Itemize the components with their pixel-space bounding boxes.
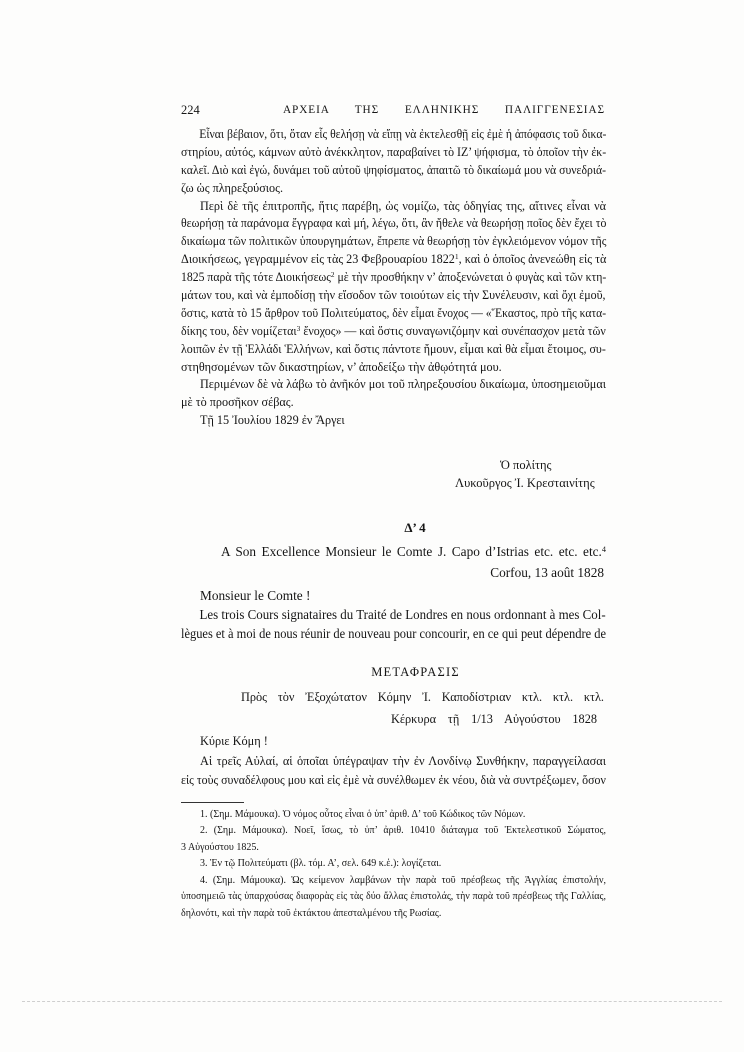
letter-place-date: Corfou, 13 août 1828 <box>490 564 604 580</box>
text-segment: Διοικήσεως, γεγραμμένον εἰς τὰς 23 Φεβρουαρίου 1822 <box>181 252 455 267</box>
text-segment: 1825 παρὰ τῆς τότε Διοικήσεως <box>181 270 331 285</box>
translation-place-date: Κέρκυρα τῇ 1/13 Αὐγούστου 1828 <box>391 712 597 726</box>
footnote-2 <box>181 823 606 840</box>
text-line <box>181 269 607 287</box>
footnote-ref: 4 <box>601 544 606 554</box>
footnote-text: Ἐν τῷ Πολιτεύματι (βλ. τόμ. Α’, σελ. 649 κ.ἑ.): λογίζεται. <box>210 858 442 870</box>
translation-salutation: Κύριε Κόμη ! <box>200 734 268 748</box>
footnote-number: 2. <box>200 825 208 837</box>
text-line: στηρίου, αὐτός, κάμνων αὐτὸ ἀνέκκλητον, παραβαίνει τὸ ΙΖ’ ψήφισμα, τὸ ὁποῖον τὴν ἐκ- <box>181 144 607 159</box>
footnote-text: (Σημ. Μάμουκα). Νοεῖ, ἴσως, τὸ ὑπ’ ἀριθ. 10410 διάταγμα τοῦ Ἐκτελεστικοῦ Σώματος, <box>213 825 607 837</box>
footnote-4-continued: δηλονότι, καὶ τὴν παρὰ τοῦ ἐκτάκτου ἀπεσταλμένου τῆς Ρωσίας. <box>181 908 442 920</box>
signature-name: Λυκοῦργος Ἰ. Κρεσταινίτης <box>455 476 595 490</box>
text-line: lègues et à moi de nous réunir de nouveau pour concourir, en ce qui peut dépendre de <box>181 625 606 641</box>
footnote-ref: 2 <box>330 270 335 280</box>
footnote-number: 1. <box>200 808 208 820</box>
text-line: ὅστις, κατὰ τὸ 15 ἄρθρον τοῦ Πολιτεύματος, δὲν εἶμαι ἔνοχος — «Ἕκαστος, πρὸ τῆς κατα- <box>181 305 607 320</box>
footnote-number: 4. <box>200 874 208 886</box>
footnote-3 <box>181 856 606 873</box>
text-line <box>181 323 606 341</box>
text-line: λοιπῶν ἐν τῇ Ἑλλάδι Ἑλλήνων, καὶ ὅστις πάντοτε ἤμουν, εἶμαι καὶ θὰ εἶμαι ἕτοιμος, συ- <box>181 341 606 356</box>
date-place: Τῇ 15 Ἰουλίου 1829 ἐν Ἄργει <box>200 413 345 428</box>
footnote-1 <box>181 807 606 824</box>
footnote-ref: 3 <box>296 324 301 334</box>
document-number: Δ’ 4 <box>404 520 426 535</box>
text-line: Περιμένων δὲ νὰ λάβω τὸ ἀνῆκόν μοι τοῦ πληρεξουσίου δικαίωμα, ὑποσημειοῦμαι <box>200 377 606 392</box>
translation-address: Πρὸς τὸν Ἐξοχώτατον Κόμην Ἰ. Καποδίστριαν κτλ. κτλ. κτλ. <box>241 690 604 704</box>
letter-original-body <box>181 605 606 643</box>
signature-title: Ὁ πολίτης <box>500 458 552 472</box>
text-line: καλεῖ. Διὸ καὶ ἐγώ, δυνάμει τοῦ αὐτοῦ ψηφίσματος, ἀπαιτῶ τὸ δικαίωμά μου νὰ συνεδριά- <box>181 162 607 177</box>
text-segment: μὲ τὴν προσθήκην ν’ ἀποξενώνεται ὁ φυγὰς καὶ τῶν κτη- <box>334 270 607 285</box>
text-segment: A Son Excellence Monsieur le Comte J. Capo d’Istrias etc. etc. etc. <box>221 543 602 559</box>
footnote-2-continued: 3 Αὐγούστου 1825. <box>181 841 259 853</box>
text-line: Περὶ δὲ τῆς ἐπιτροπῆς, ἥτις παρέβη, ὡς νομίζω, τὰς ὁδηγίας της, αἵτινες εἶναι νὰ <box>200 198 606 213</box>
footnote-number: 3. <box>200 858 208 870</box>
paragraph-3 <box>181 376 606 412</box>
text-line: μὲ τὸ προσῆκον σέβας. <box>181 395 294 410</box>
footnote-4 <box>181 873 606 890</box>
footnote-separator <box>181 802 244 803</box>
text-line: εἰς τοὺς συναδέλφους μου καὶ εἰς ἐμὲ νὰ συνέλθωμεν ἐκ νέου, διὰ νὰ συντρέξωμεν, ὅσον <box>181 772 606 787</box>
text-segment: , καὶ ὁ ὁποῖος ἀνενεώθη εἰς τὰ <box>458 252 607 267</box>
paragraph-2 <box>181 198 606 377</box>
text-line <box>181 251 605 269</box>
scan-edge-line <box>22 1001 722 1002</box>
text-line: Αἱ τρεῖς Αὐλαί, αἱ ὁποῖαι ὑπέγραψαν τὴν ἐν Λονδίνῳ Συνθήκην, παραγγείλασαι <box>200 753 606 768</box>
text-line: δικαίωμα τῶν πολιτικῶν ὑπουργημάτων, ἔπρεπε νὰ θεωρήσῃ τὸν ἐγκλειόμενον νόμον τῆς <box>181 234 607 249</box>
footnote-text: (Σημ. Μάμουκα). Ὡς κείμενον λαμβάνων τὴν παρὰ τοῦ πρέσβεως τῆς Ἀγγλίας ἐπιστολήν, <box>212 874 606 886</box>
letter-salutation: Monsieur le Comte ! <box>200 587 311 603</box>
letter-body <box>181 126 606 430</box>
text-line: στηθησομένων τῶν δικαστηρίων, ν’ ἀποδείξω τὴν ἀθῳότητά μου. <box>181 359 502 374</box>
page-number: 224 <box>181 103 200 117</box>
footnote-4-continued: ὑποσημειῶ τὰς ὑπαρχούσας διαφορὰς εἰς τὰς δύο ἄλλας ἐπιστολάς, τὴν παρὰ τοῦ πρέσβεως τῆς Γαλλίας, <box>181 891 606 903</box>
translation-heading: ΜΕΤΑΦΡΑΣΙΣ <box>371 665 460 679</box>
text-line: θεωρήσῃ τὰ παράνομα ἔγγραφα καὶ μή, λέγω, ὅτι, ἂν ἤθελε νὰ θεωρήσῃ ποῖος δὲν ἔχει τὸ <box>181 216 607 231</box>
text-segment: ἔνοχος» — καὶ ὅστις συναγωνιζόμην καὶ συνέπασχον μετὰ τῶν <box>300 323 606 338</box>
footnotes <box>181 807 606 923</box>
footnote-text: (Σημ. Μάμουκα). Ὁ νόμος οὗτος εἶναι ὁ ὑπ’ ἀριθ. Δ’ τοῦ Κώδικος τῶν Νόμων. <box>210 808 526 820</box>
running-title: ΑΡΧΕΙΑ ΤΗΣ ΕΛΛΗΝΙΚΗΣ ΠΑΛΙΓΓΕΝΕΣΙΑΣ <box>283 104 605 116</box>
paragraph-1 <box>181 126 606 198</box>
text-line: ζω ὡς πληρεξούσιος. <box>181 180 284 195</box>
translation-body <box>181 752 606 790</box>
text-segment: δίκης του, δὲν νομίζεται <box>181 323 297 338</box>
text-line: μάτων του, καὶ νὰ ἐμποδίσῃ τὴν εἴσοδον τῶν τοιούτων εἰς τὴν Συνέλευσιν, καὶ ὄχι ἐμοῦ, <box>181 288 606 303</box>
text-line: Εἶναι βέβαιον, ὅτι, ὅταν εἷς θελήσῃ νὰ εἴπῃ νὰ ἐκτελεσθῇ εἰς ἐμὲ ἡ ἀπόφασις τοῦ δικα- <box>199 127 607 141</box>
letter-address <box>221 542 606 561</box>
text-line: Les trois Cours signataires du Traité de Londres en nous ordonnant à mes Col- <box>199 606 606 622</box>
footnote-ref: 1 <box>454 252 459 262</box>
